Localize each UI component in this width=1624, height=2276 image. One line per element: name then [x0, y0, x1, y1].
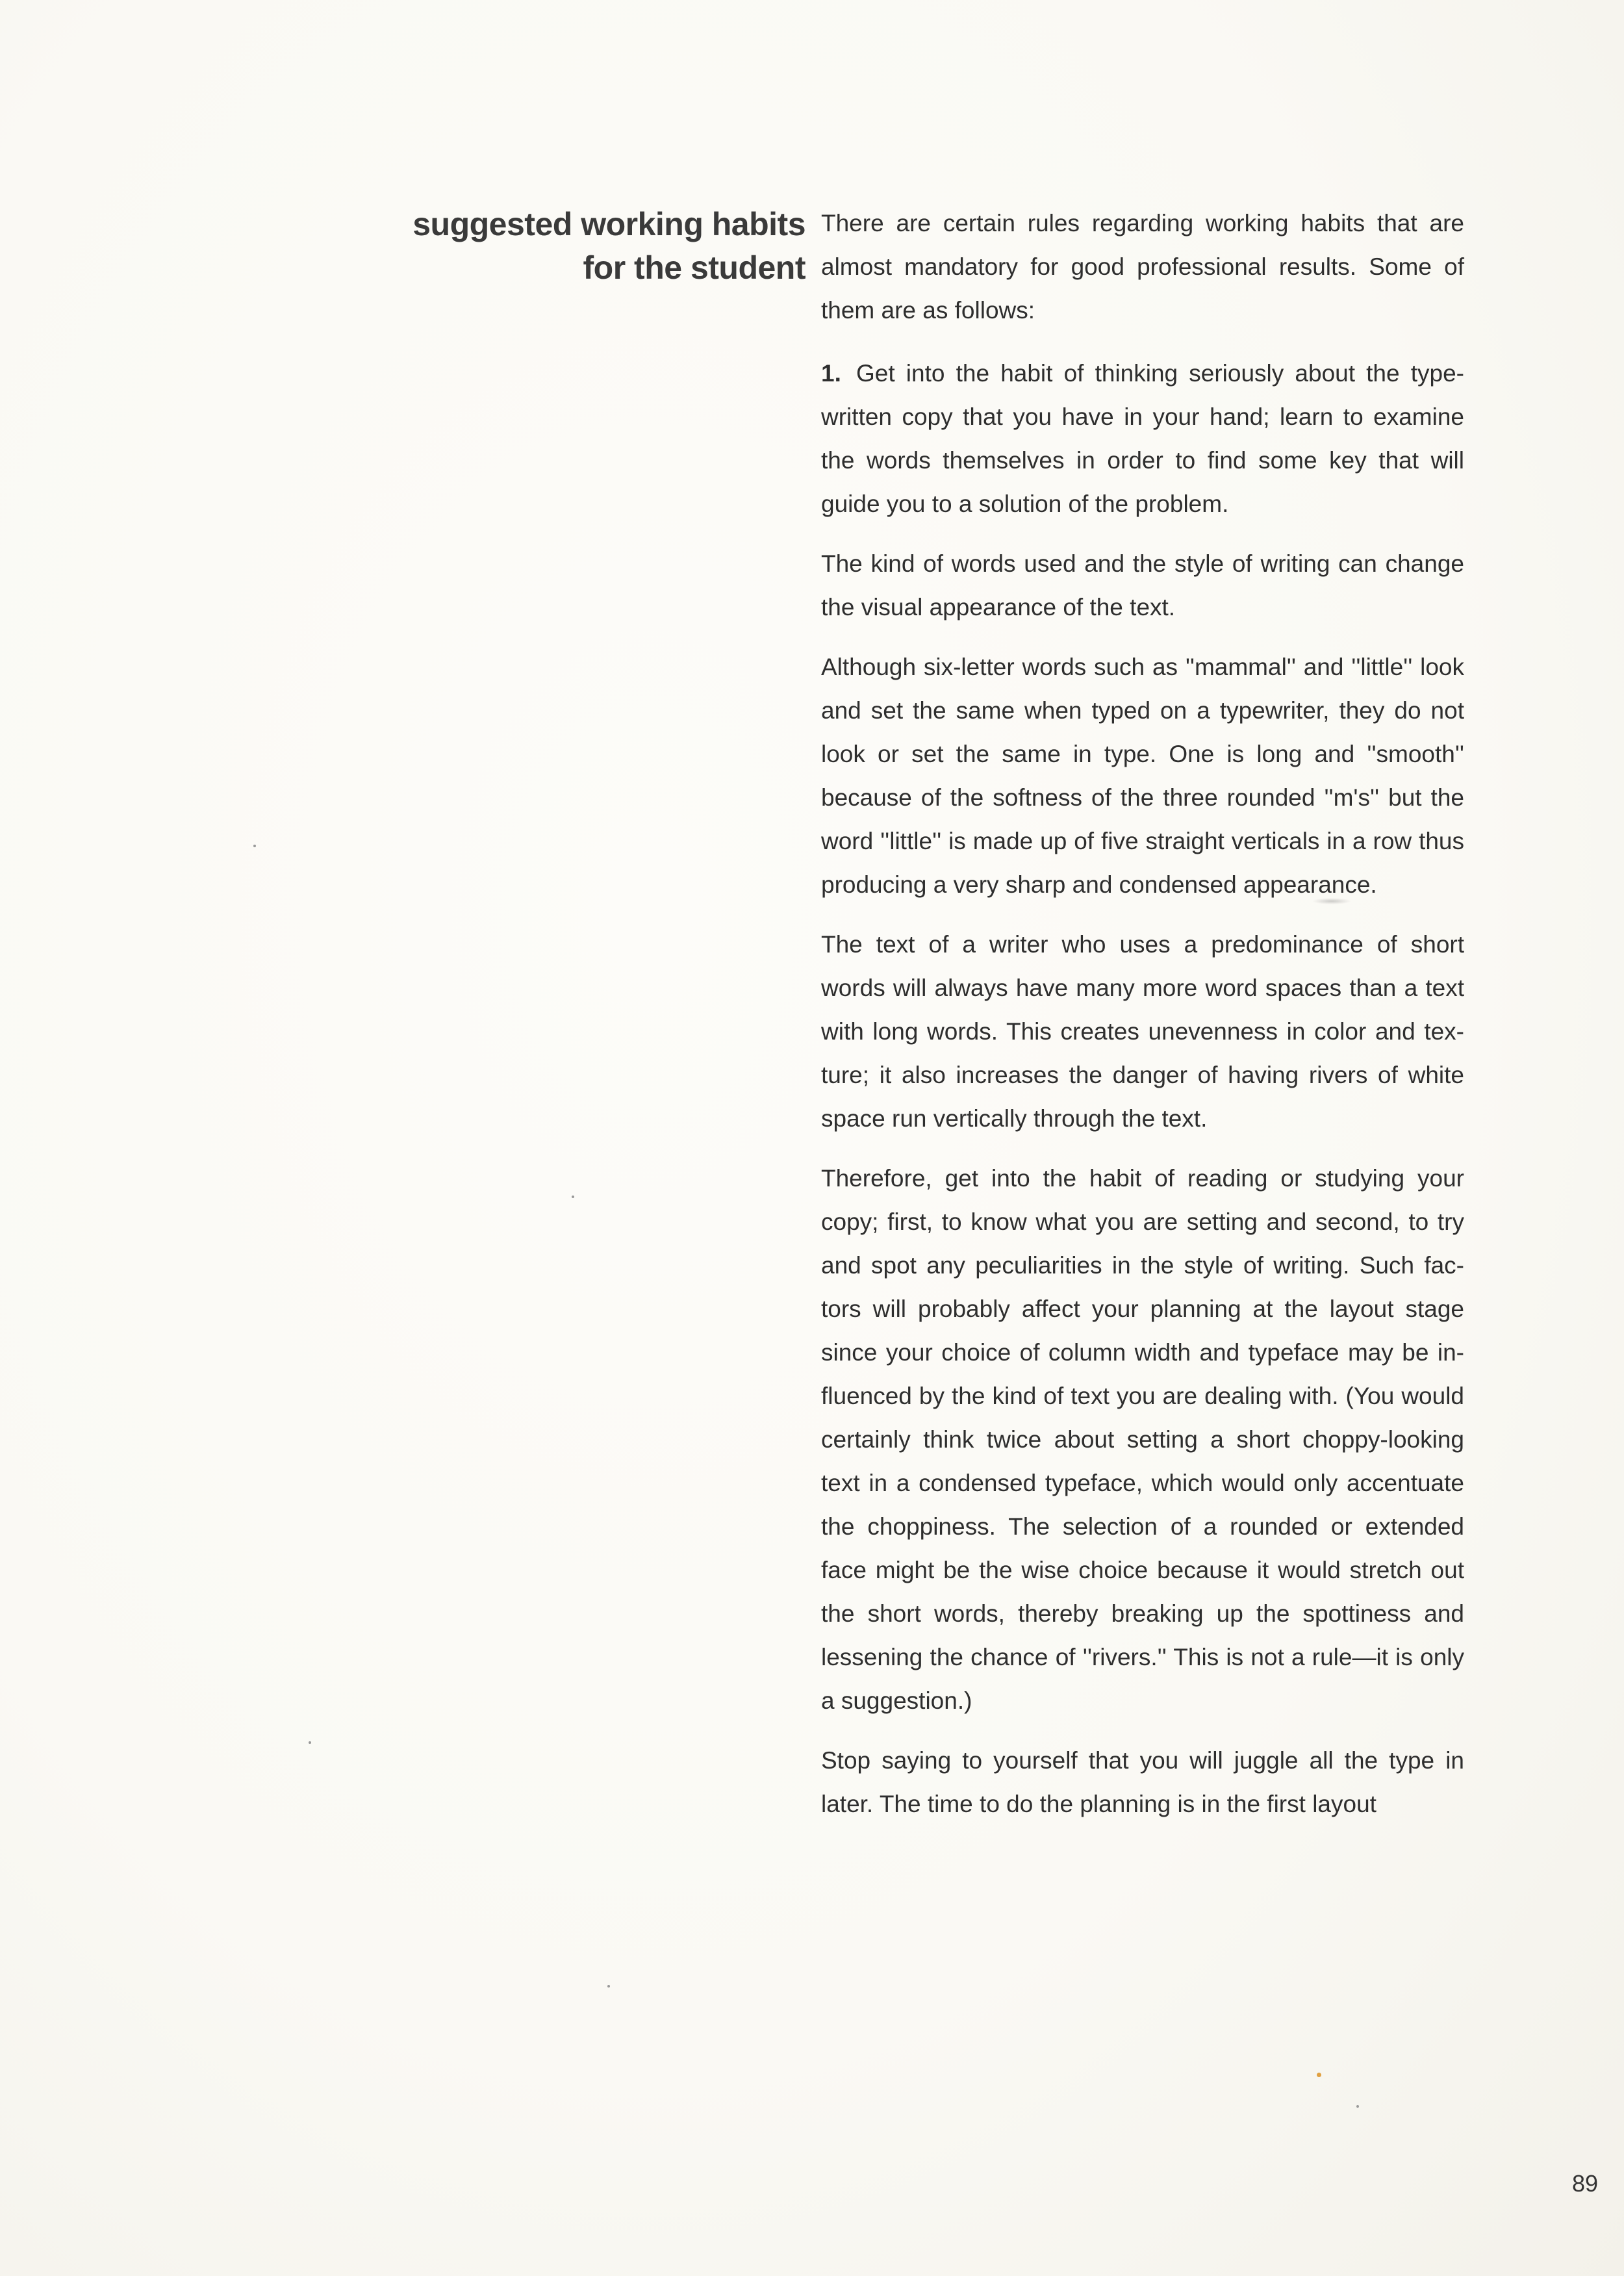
page-number: 89: [1571, 2170, 1598, 2197]
ink-smudge: [1312, 898, 1351, 904]
paragraph-6: Stop saying to yourself that you will juggle all the type in later. The time to do the planning is in the first layout: [821, 1747, 1464, 1817]
body-text-column: [821, 201, 1464, 1842]
paper-speck: [253, 845, 256, 847]
heading-line-1: suggested working habits: [412, 206, 806, 242]
paragraph-4: The text of a writer who uses a predominance of short words will always have many more word spaces than a text with long words. This creates unevenness in color and tex-ture; it also increases the danger of having rivers of white space run vertically through the text.: [821, 931, 1464, 1132]
paper-speck: [309, 1741, 311, 1744]
paragraph-5: Therefore, get into the habit of reading or studying your copy; first, to know what you are setting and second, to try and spot any peculiarities in the style of writing. Such fac-tors will probably affect your planning at the layout stage since your choice of column width and typeface may be in-fluenced by the kind of text you are dealing with. (You would certainly think twice about setting a short choppy-looking text in a condensed typeface, which would only accentuate the choppiness. The selection of a rounded or extended face might be the wise choice because it would stretch out the short words, thereby breaking up the spottiness and lessening the chance of ''rivers.'' This is not a rule—it is only a suggestion.): [821, 1165, 1464, 1714]
paper-speck: [1317, 2073, 1321, 2077]
heading-line-2: for the student: [583, 249, 806, 286]
paragraph-2: The kind of words used and the style of writing can change the visual appearance of the text.: [821, 550, 1464, 620]
item-1-text: Get into the habit of thinking seriously about the type-written copy that you have in your hand; learn to examine the words themselves in order to find some key that will guide you to a solution of the problem.: [821, 360, 1464, 517]
paper-speck: [572, 1196, 574, 1198]
item-1-number: 1.: [821, 360, 841, 387]
intro-paragraph: There are certain rules regarding working habits that are almost mandatory for good professional results. Some of them are as follows:: [821, 210, 1464, 324]
item-1-paragraph: [821, 352, 1464, 526]
section-heading: [364, 203, 806, 290]
paragraph-3: Although six-letter words such as ''mammal'' and ''little'' look and set the same when typed on a typewriter, they do not look or set the same in type. One is long and ''smooth'' because of the softness of the three rounded ''m's'' but the word ''little'' is made up of five straight verticals in a row thus producing a very sharp and condensed appearance.: [821, 654, 1464, 898]
paper-speck: [1356, 2105, 1359, 2108]
paper-speck: [607, 1985, 610, 1988]
